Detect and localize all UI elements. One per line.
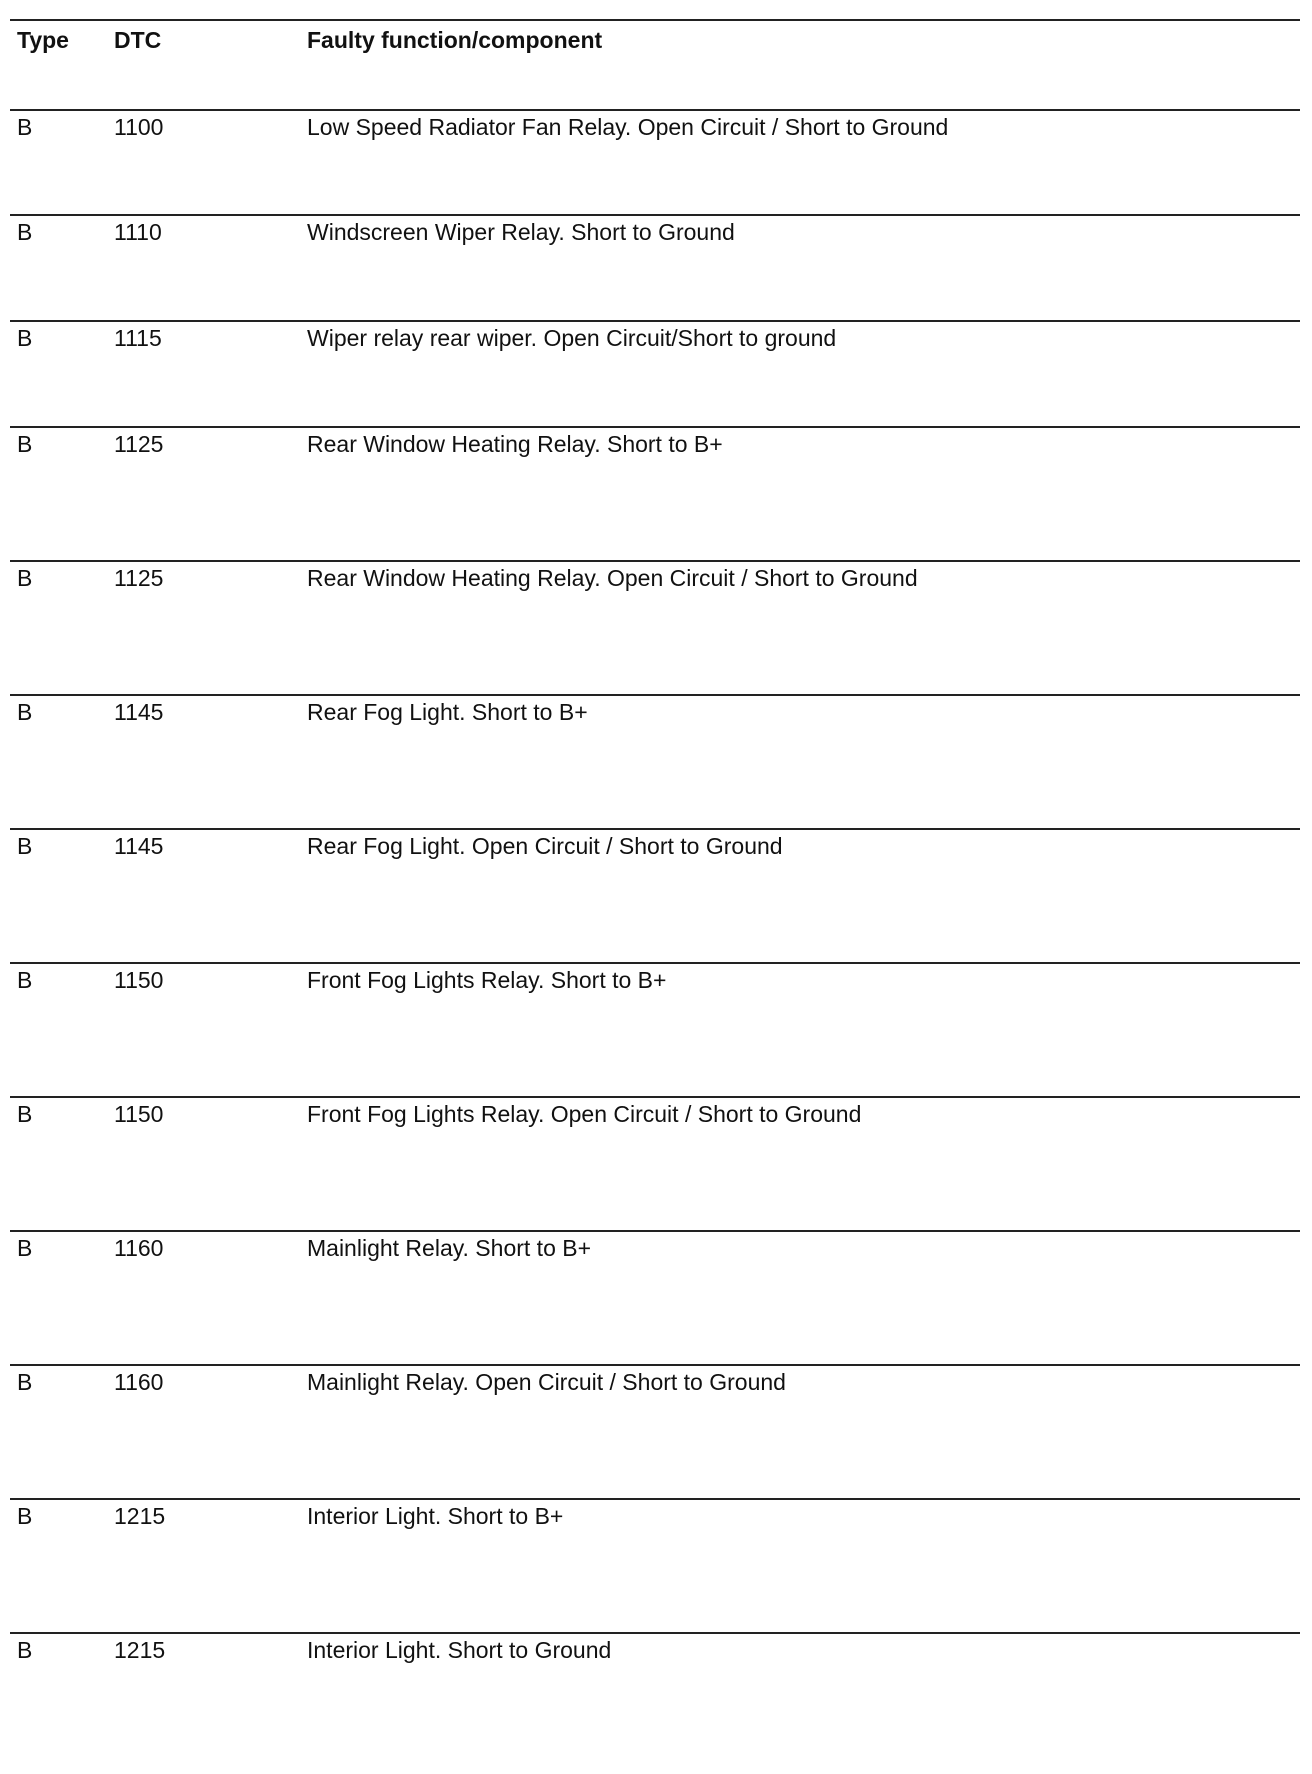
table-row xyxy=(10,1364,1300,1498)
cell-desc: Rear Fog Light. Open Circuit / Short to Ground xyxy=(307,833,783,859)
table-row xyxy=(10,426,1300,560)
table-row xyxy=(10,962,1300,1096)
table-row xyxy=(10,1498,1300,1632)
cell-desc: Front Fog Lights Relay. Open Circuit / Short to Ground xyxy=(307,1101,862,1127)
table-row xyxy=(10,1230,1300,1364)
cell-dtc: 1150 xyxy=(114,1101,164,1127)
cell-type: B xyxy=(17,431,33,457)
cell-type: B xyxy=(17,219,33,245)
table-row xyxy=(10,828,1300,962)
cell-type: B xyxy=(17,1369,33,1395)
table-header xyxy=(10,19,1300,109)
cell-desc: Windscreen Wiper Relay. Short to Ground xyxy=(307,219,735,245)
table-row xyxy=(10,1632,1300,1766)
cell-dtc: 1215 xyxy=(114,1503,166,1529)
cell-dtc: 1125 xyxy=(114,565,164,591)
cell-dtc: 1110 xyxy=(114,219,162,245)
table-row xyxy=(10,1096,1300,1230)
cell-desc: Rear Fog Light. Short to B+ xyxy=(307,699,588,725)
cell-desc: Wiper relay rear wiper. Open Circuit/Short to ground xyxy=(307,325,837,351)
table-row xyxy=(10,694,1300,828)
cell-dtc: 1145 xyxy=(114,833,164,859)
dtc-table xyxy=(10,0,1300,1766)
cell-type: B xyxy=(17,565,33,591)
table-row xyxy=(10,109,1300,214)
cell-dtc: 1100 xyxy=(114,114,164,140)
table-row xyxy=(10,214,1300,320)
cell-desc: Mainlight Relay. Short to B+ xyxy=(307,1235,592,1261)
cell-dtc: 1125 xyxy=(114,431,164,457)
cell-type: B xyxy=(17,833,33,859)
cell-type: B xyxy=(17,1235,33,1261)
header-dtc: DTC xyxy=(114,27,162,53)
header-type: Type xyxy=(17,27,69,53)
cell-desc: Interior Light. Short to Ground xyxy=(307,1637,612,1663)
cell-dtc: 1115 xyxy=(114,325,162,351)
cell-type: B xyxy=(17,967,33,993)
cell-type: B xyxy=(17,114,33,140)
cell-dtc: 1160 xyxy=(114,1235,164,1261)
cell-desc: Low Speed Radiator Fan Relay. Open Circuit / Short to Ground xyxy=(307,114,949,140)
cell-desc: Mainlight Relay. Open Circuit / Short to Ground xyxy=(307,1369,786,1395)
cell-type: B xyxy=(17,325,33,351)
cell-type: B xyxy=(17,1503,33,1529)
cell-dtc: 1215 xyxy=(114,1637,166,1663)
cell-type: B xyxy=(17,699,33,725)
header-faulty-function: Faulty function/component xyxy=(307,27,603,53)
cell-dtc: 1160 xyxy=(114,1369,164,1395)
cell-type: B xyxy=(17,1101,33,1127)
table-row xyxy=(10,560,1300,694)
cell-desc: Front Fog Lights Relay. Short to B+ xyxy=(307,967,667,993)
table-row xyxy=(10,320,1300,426)
cell-desc: Interior Light. Short to B+ xyxy=(307,1503,564,1529)
cell-dtc: 1150 xyxy=(114,967,164,993)
cell-dtc: 1145 xyxy=(114,699,164,725)
cell-type: B xyxy=(17,1637,33,1663)
cell-desc: Rear Window Heating Relay. Short to B+ xyxy=(307,431,723,457)
cell-desc: Rear Window Heating Relay. Open Circuit / Short to Ground xyxy=(307,565,918,591)
